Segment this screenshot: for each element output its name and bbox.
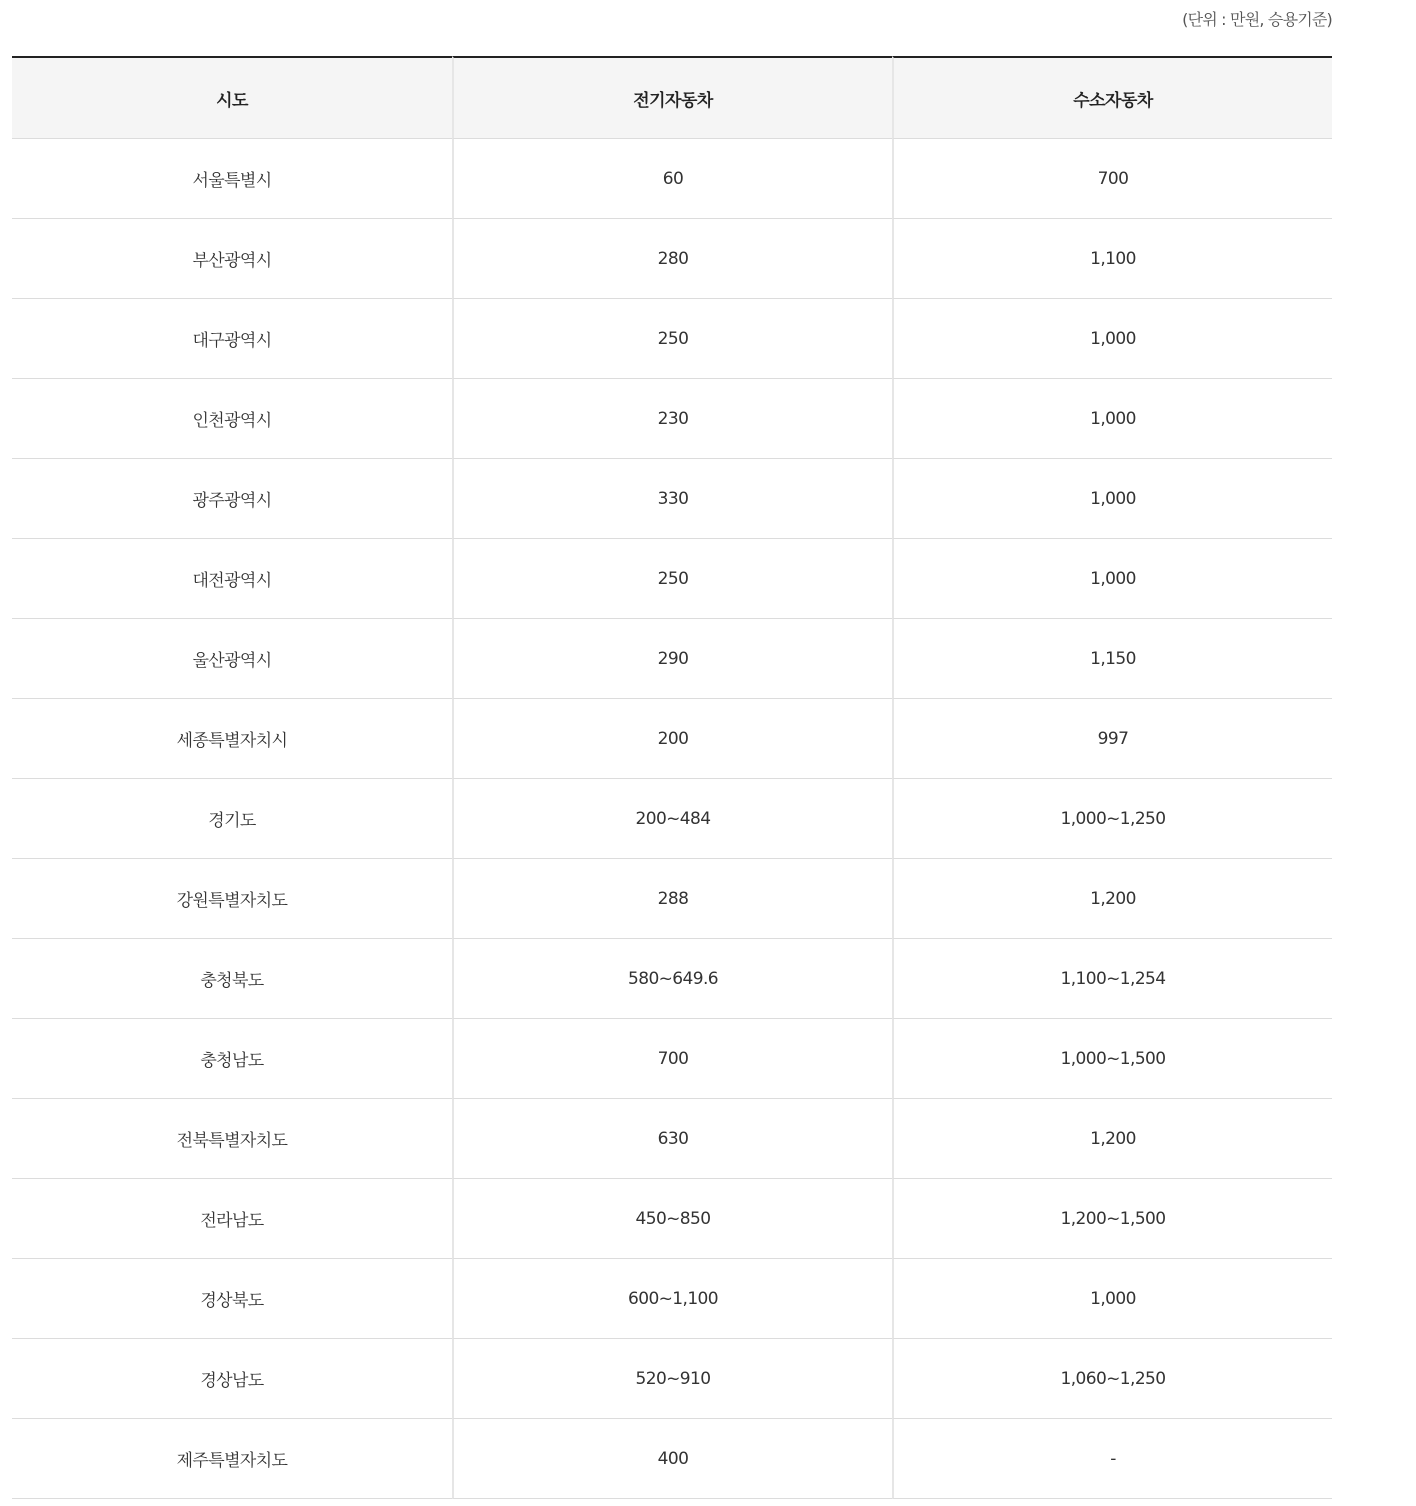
table-row (12, 1179, 1332, 1259)
electric-vehicle-cell: 330 (452, 459, 892, 539)
hydrogen-vehicle-cell: 1,000~1,500 (892, 1019, 1332, 1099)
table-row (12, 139, 1332, 219)
hydrogen-vehicle-cell: 1,060~1,250 (892, 1339, 1332, 1419)
region-cell: 경상북도 (12, 1259, 452, 1339)
hydrogen-vehicle-cell: 1,000 (892, 459, 1332, 539)
region-cell: 인천광역시 (12, 379, 452, 459)
region-cell: 경기도 (12, 779, 452, 859)
region-cell: 광주광역시 (12, 459, 452, 539)
table-row (12, 299, 1332, 379)
hydrogen-vehicle-cell: 1,100~1,254 (892, 939, 1332, 1019)
table-row (12, 859, 1332, 939)
region-cell: 전라남도 (12, 1179, 452, 1259)
region-cell: 경상남도 (12, 1339, 452, 1419)
region-cell: 충청남도 (12, 1019, 452, 1099)
region-cell: 대전광역시 (12, 539, 452, 619)
region-cell: 대구광역시 (12, 299, 452, 379)
table-row (12, 379, 1332, 459)
electric-vehicle-cell: 290 (452, 619, 892, 699)
electric-vehicle-cell: 630 (452, 1099, 892, 1179)
table-row (12, 619, 1332, 699)
table-row (12, 1339, 1332, 1419)
table-row (12, 1019, 1332, 1099)
region-cell: 부산광역시 (12, 219, 452, 299)
electric-vehicle-cell: 250 (452, 539, 892, 619)
table-row (12, 1259, 1332, 1339)
region-cell: 충청북도 (12, 939, 452, 1019)
subsidy-table-container (12, 56, 1332, 1499)
hydrogen-vehicle-cell: 1,200 (892, 1099, 1332, 1179)
hydrogen-vehicle-cell: 1,000 (892, 1259, 1332, 1339)
hydrogen-vehicle-cell: 1,000~1,250 (892, 779, 1332, 859)
table-row (12, 939, 1332, 1019)
electric-vehicle-cell: 200~484 (452, 779, 892, 859)
hydrogen-vehicle-cell: 1,000 (892, 539, 1332, 619)
table-row (12, 779, 1332, 859)
electric-vehicle-cell: 230 (452, 379, 892, 459)
region-cell: 제주특별자치도 (12, 1419, 452, 1499)
hydrogen-vehicle-cell: 1,200 (892, 859, 1332, 939)
header-region: 시도 (12, 56, 452, 139)
table-header (12, 56, 1332, 139)
table-row (12, 1419, 1332, 1499)
electric-vehicle-cell: 250 (452, 299, 892, 379)
electric-vehicle-cell: 288 (452, 859, 892, 939)
electric-vehicle-cell: 400 (452, 1419, 892, 1499)
region-cell: 서울특별시 (12, 139, 452, 219)
hydrogen-vehicle-cell: 1,200~1,500 (892, 1179, 1332, 1259)
table-row (12, 219, 1332, 299)
table-row (12, 1099, 1332, 1179)
electric-vehicle-cell: 600~1,100 (452, 1259, 892, 1339)
subsidy-table (12, 56, 1332, 1499)
header-row (12, 56, 1332, 139)
hydrogen-vehicle-cell: 700 (892, 139, 1332, 219)
region-cell: 세종특별자치시 (12, 699, 452, 779)
unit-note: (단위 : 만원, 승용기준) (1182, 10, 1332, 29)
electric-vehicle-cell: 450~850 (452, 1179, 892, 1259)
region-cell: 전북특별자치도 (12, 1099, 452, 1179)
electric-vehicle-cell: 200 (452, 699, 892, 779)
table-row (12, 699, 1332, 779)
hydrogen-vehicle-cell: 1,100 (892, 219, 1332, 299)
hydrogen-vehicle-cell: 997 (892, 699, 1332, 779)
table-row (12, 459, 1332, 539)
table-body (12, 139, 1332, 1499)
table-row (12, 539, 1332, 619)
header-hydrogen-vehicle: 수소자동차 (892, 56, 1332, 139)
hydrogen-vehicle-cell: 1,150 (892, 619, 1332, 699)
electric-vehicle-cell: 520~910 (452, 1339, 892, 1419)
electric-vehicle-cell: 60 (452, 139, 892, 219)
electric-vehicle-cell: 700 (452, 1019, 892, 1099)
electric-vehicle-cell: 280 (452, 219, 892, 299)
hydrogen-vehicle-cell: - (892, 1419, 1332, 1499)
hydrogen-vehicle-cell: 1,000 (892, 379, 1332, 459)
header-electric-vehicle: 전기자동차 (452, 56, 892, 139)
region-cell: 강원특별자치도 (12, 859, 452, 939)
electric-vehicle-cell: 580~649.6 (452, 939, 892, 1019)
region-cell: 울산광역시 (12, 619, 452, 699)
hydrogen-vehicle-cell: 1,000 (892, 299, 1332, 379)
